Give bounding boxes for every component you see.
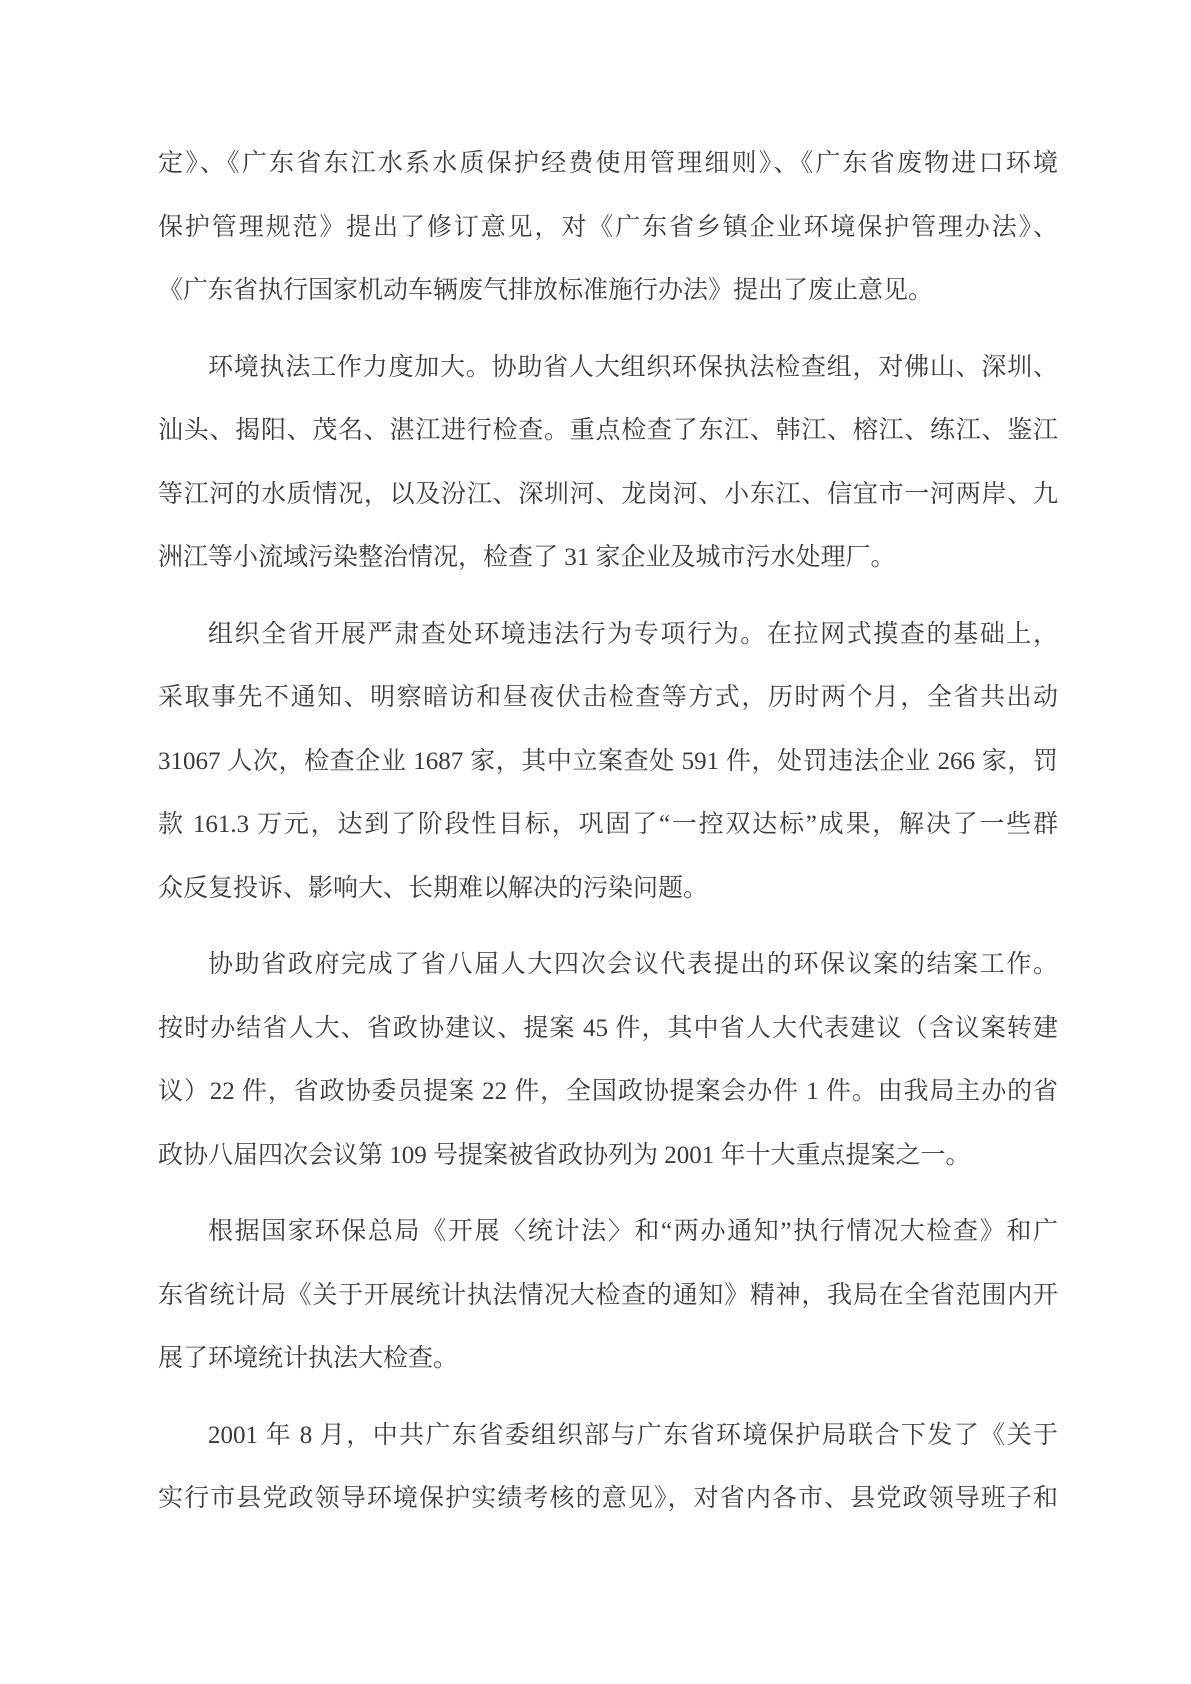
text-line: 议）22 件，省政协委员提案 22 件，全国政协提案会办件 1 件。由我局主办的省 [158,1078,1058,1105]
text-line: 环境执法工作力度加大。协助省人大组织环保执法检查组，对佛山、深圳、 [208,353,1058,381]
text-line: 汕头、揭阳、茂名、湛江进行检查。重点检查了东江、韩江、榕江、练江、鉴江 [158,417,1058,444]
text-line: 《广东省执行国家机动车辆废气排放标准施行办法》提出了废止意见。 [158,277,934,304]
para-performance-assessment [158,1404,1058,1531]
text-line: 根据国家环保总局《开展〈统计法〉和“两办通知”执行情况大检查》和广 [208,1218,1058,1245]
document-body [158,132,1058,1531]
para-regulations-revision [158,132,1058,323]
para-enforcement-inspection [158,336,1058,590]
text-line: 众反复投诉、影响大、长期难以解决的污染问题。 [158,874,709,902]
text-line: 协助省政府完成了省八届人大四次会议代表提出的环保议案的结案工作。 [208,951,1058,978]
text-line: 展了环境统计执法大检查。 [158,1345,459,1372]
para-special-campaign [158,603,1058,921]
text-line: 31067 人次，检查企业 1687 家，其中立案查处 591 件，处罚违法企业 266 家，罚 [158,747,1058,775]
para-statistics-law-inspection [158,1200,1058,1391]
text-line: 等江河的水质情况，以及汾江、深圳河、龙岗河、小东江、信宜市一河两岸、九 [158,480,1058,508]
text-line: 洲江等小流域污染整治情况，检查了 31 家企业及城市污水处理厂。 [158,544,896,571]
text-line: 采取事先不通知、明察暗访和昼夜伏击检查等方式，历时两个月，全省共出动 [158,684,1058,711]
para-proposals-settlement [158,933,1058,1187]
text-line: 实行市县党政领导环境保护实绩考核的意见》，对省内各市、县党政领导班子和 [158,1485,1058,1512]
text-line: 组织全省开展严肃查处环境违法行为专项行为。在拉网式摸查的基础上， [208,620,1058,648]
text-line: 2001 年 8 月，中共广东省委组织部与广东省环境保护局联合下发了《关于 [208,1421,1058,1449]
text-line: 定》、《广东省东江水系水质保护经费使用管理细则》、《广东省废物进口环境 [158,150,1058,177]
text-line: 按时办结省人大、省政协建议、提案 45 件，其中省人大代表建议（含议案转建 [158,1014,1058,1042]
text-line: 东省统计局《关于开展统计执法情况大检查的通知》精神，我局在全省范围内开 [158,1281,1058,1309]
text-line: 款 161.3 万元，达到了阶段性目标，巩固了“一控双达标”成果，解决了一些群 [158,811,1058,838]
text-line: 政协八届四次会议第 109 号提案被省政协列为 2001 年十大重点提案之一。 [158,1141,971,1169]
text-line: 保护管理规范》提出了修订意见，对《广东省乡镇企业环境保护管理办法》、 [158,213,1058,241]
